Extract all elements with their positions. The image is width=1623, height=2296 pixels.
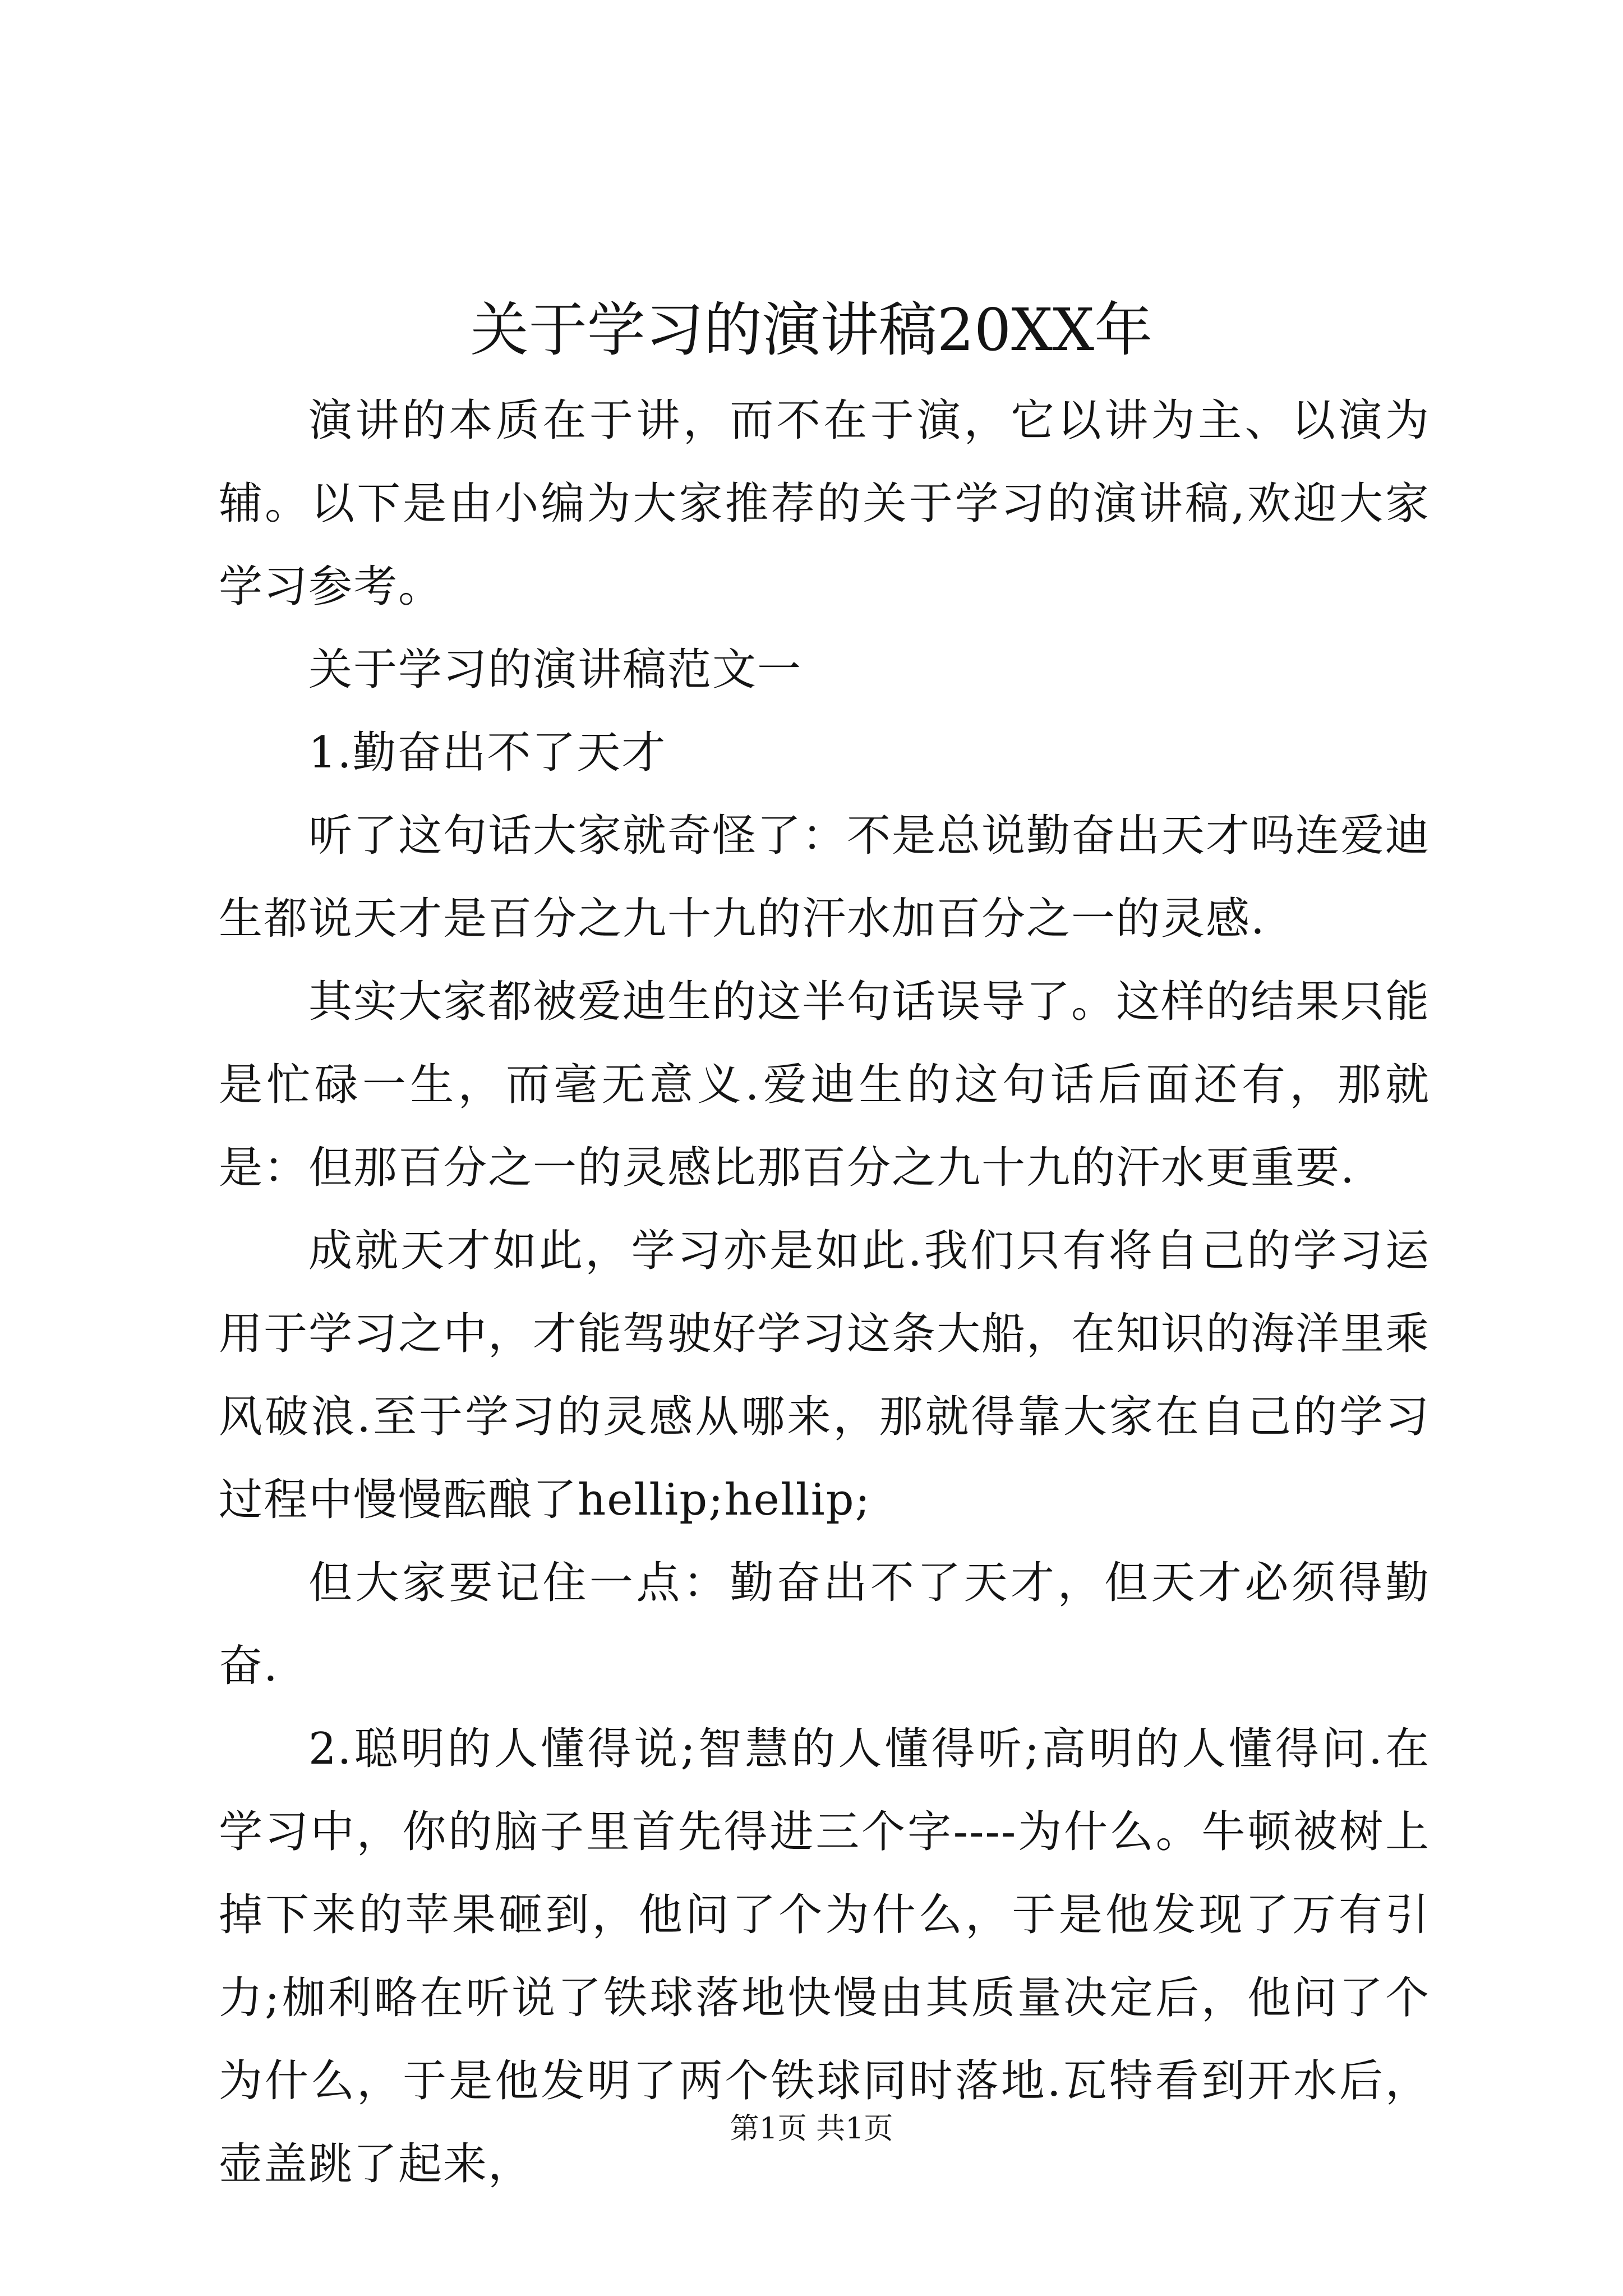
paragraph-point-2: 2.聪明的人懂得说;智慧的人懂得听;高明的人懂得问.在学习中，你的脑子里首先得进三个字----为什么。牛顿被树上掉下来的苹果砸到，他问了个为什么，于是他发现了万有引力;枷利略在听说了铁球落地快慢由其质量决定后，他问了个为什么，于是他发明了两个铁球同时落地.瓦特看到开水后，壶盖跳了起来， bbox=[219, 1724, 1430, 2189]
paragraph-point-1-heading: 1.勤奋出不了天才 bbox=[308, 728, 667, 778]
document-title: 关于学习的演讲稿20XX年 bbox=[470, 296, 1153, 364]
paragraph-remember: 但大家要记住一点：勤奋出不了天才，但天才必须得勤奋. bbox=[219, 1558, 1430, 1691]
document-body bbox=[219, 379, 1430, 2206]
page-footer: 第1页 共1页 bbox=[730, 2112, 893, 2146]
paragraph-section-heading: 关于学习的演讲稿范文一 bbox=[308, 645, 803, 695]
paragraph-intro: 演讲的本质在于讲，而不在于演，它以讲为主、以演为辅。以下是由小编为大家推荐的关于学习的演讲稿,欢迎大家学习参考。 bbox=[219, 395, 1430, 612]
paragraph-genius-learning: 成就天才如此，学习亦是如此.我们只有将自己的学习运用于学习之中，才能驾驶好学习这条大船，在知识的海洋里乘风破浪.至于学习的灵感从哪来，那就得靠大家在自己的学习过程中慢慢酝酿了hellip;hellip; bbox=[219, 1226, 1431, 1525]
paragraph-edison-quote: 听了这句话大家就奇怪了：不是总说勤奋出天才吗连爱迪生都说天才是百分之九十九的汗水加百分之一的灵感. bbox=[219, 811, 1431, 944]
paragraph-misled: 其实大家都被爱迪生的这半句话误导了。这样的结果只能是忙碌一生，而毫无意义.爱迪生的这句话后面还有，那就是：但那百分之一的灵感比那百分之九十九的汗水更重要. bbox=[219, 977, 1431, 1193]
